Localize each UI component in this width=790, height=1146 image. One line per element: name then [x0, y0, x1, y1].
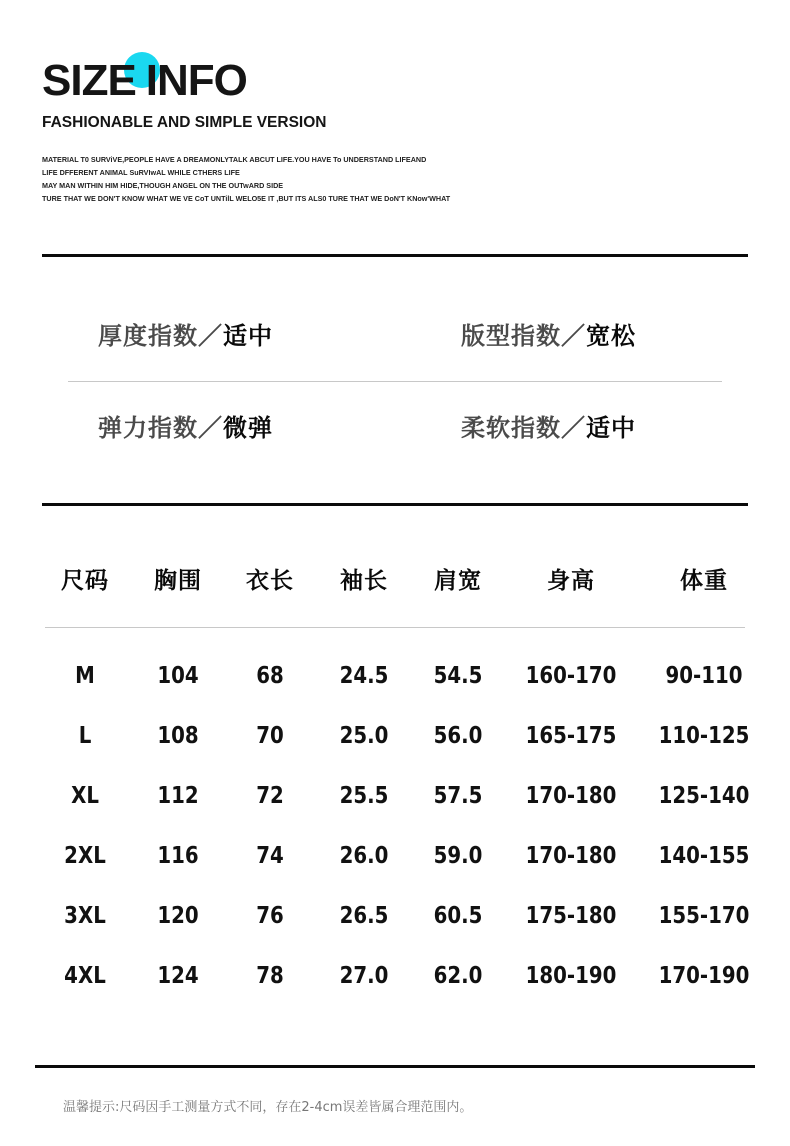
header-shoulder: 肩宽	[434, 568, 482, 594]
table-header-divider	[45, 627, 745, 628]
cell-sleeve: 27.0	[339, 963, 389, 989]
cell-sleeve: 26.5	[339, 903, 389, 929]
attribute-label: 弹力指数	[98, 414, 198, 442]
cell-size: XL	[71, 783, 99, 809]
cell-weight: 110-125	[658, 723, 750, 749]
cell-size: M	[75, 663, 95, 689]
attribute-separator: ／	[198, 322, 223, 350]
footer-note: 温馨提示:尺码因手工测量方式不同，存在2-4cm误差皆属合理范围内。	[63, 1100, 473, 1115]
subtitle: FASHIONABLE AND SIMPLE VERSION	[42, 114, 327, 131]
cell-weight: 125-140	[658, 783, 750, 809]
cell-length: 78	[256, 963, 284, 989]
cell-chest: 104	[157, 663, 199, 689]
cell-chest: 116	[157, 843, 199, 869]
cell-sleeve: 25.5	[339, 783, 389, 809]
cell-weight: 140-155	[658, 843, 750, 869]
cell-shoulder: 62.0	[433, 963, 483, 989]
cell-sleeve: 26.0	[339, 843, 389, 869]
cell-size: L	[78, 723, 92, 749]
attribute-softness	[461, 413, 636, 443]
blurb-line: MAY MAN WITHIN HIM HIDE,THOUGH ANGEL ON THE OUTwARD SIDE	[42, 181, 284, 190]
title-word-info: INFO	[145, 56, 247, 105]
header-height: 身高	[547, 568, 595, 594]
cell-length: 74	[256, 843, 284, 869]
cell-sleeve: 24.5	[339, 663, 389, 689]
header-sleeve: 袖长	[340, 568, 388, 594]
cell-shoulder: 57.5	[433, 783, 483, 809]
cell-height: 175-180	[525, 903, 617, 929]
header-weight: 体重	[680, 568, 728, 594]
cell-height: 170-180	[525, 843, 617, 869]
attribute-value: 适中	[223, 322, 273, 350]
attribute-separator: ／	[198, 414, 223, 442]
attribute-separator: ／	[561, 322, 586, 350]
cell-shoulder: 56.0	[433, 723, 483, 749]
divider-bottom	[35, 1065, 755, 1068]
cell-chest: 124	[157, 963, 199, 989]
page-title	[42, 56, 247, 105]
cell-length: 72	[256, 783, 284, 809]
cell-chest: 112	[157, 783, 199, 809]
cell-length: 76	[256, 903, 284, 929]
cell-weight: 170-190	[658, 963, 750, 989]
attribute-label: 厚度指数	[98, 322, 198, 350]
blurb-line: LIFE DFFERENT ANIMAL SuRVIwAL WHILE CTHERS LIFE	[42, 168, 240, 177]
cell-height: 160-170	[525, 663, 617, 689]
blurb-text	[42, 153, 450, 205]
cell-height: 170-180	[525, 783, 617, 809]
attribute-fit	[461, 321, 636, 351]
cell-size: 3XL	[64, 903, 106, 929]
divider-middle	[42, 503, 748, 506]
cell-height: 165-175	[525, 723, 617, 749]
cell-chest: 120	[157, 903, 199, 929]
attribute-label: 版型指数	[461, 322, 561, 350]
attribute-value: 微弹	[223, 414, 273, 442]
attribute-thickness	[98, 321, 273, 351]
attribute-value: 适中	[586, 414, 636, 442]
divider-top	[42, 254, 748, 257]
cell-shoulder: 59.0	[433, 843, 483, 869]
header-length: 衣长	[246, 568, 294, 594]
attribute-value: 宽松	[586, 322, 636, 350]
cell-weight: 90-110	[665, 663, 743, 689]
blurb-line: MATERIAL T0 SURViVE,PEOPLE HAVE A DREAMONLYTALK ABCUT LIFE.YOU HAVE To UNDERSTAND LIFEAND	[42, 155, 427, 164]
attribute-separator: ／	[561, 414, 586, 442]
title-word-size: SIZE	[42, 56, 136, 105]
cell-chest: 108	[157, 723, 199, 749]
cell-length: 70	[256, 723, 284, 749]
cell-shoulder: 60.5	[433, 903, 483, 929]
cell-size: 2XL	[64, 843, 106, 869]
cell-weight: 155-170	[658, 903, 750, 929]
header-size: 尺码	[61, 568, 109, 594]
cell-sleeve: 25.0	[339, 723, 389, 749]
attribute-label: 柔软指数	[461, 414, 561, 442]
cell-height: 180-190	[525, 963, 617, 989]
attribute-elasticity	[98, 413, 273, 443]
blurb-line: TURE THAT WE DON'T KNOW WHAT WE VE CoT UNTilL WELO5E IT ,BUT ITS ALS0 TURE THAT WE DoN'T KNow'WHAT	[42, 194, 451, 203]
title-block	[42, 52, 372, 112]
cell-size: 4XL	[64, 963, 106, 989]
header-chest: 胸围	[154, 568, 202, 594]
cell-length: 68	[256, 663, 284, 689]
attribute-divider	[68, 381, 722, 382]
cell-shoulder: 54.5	[433, 663, 483, 689]
